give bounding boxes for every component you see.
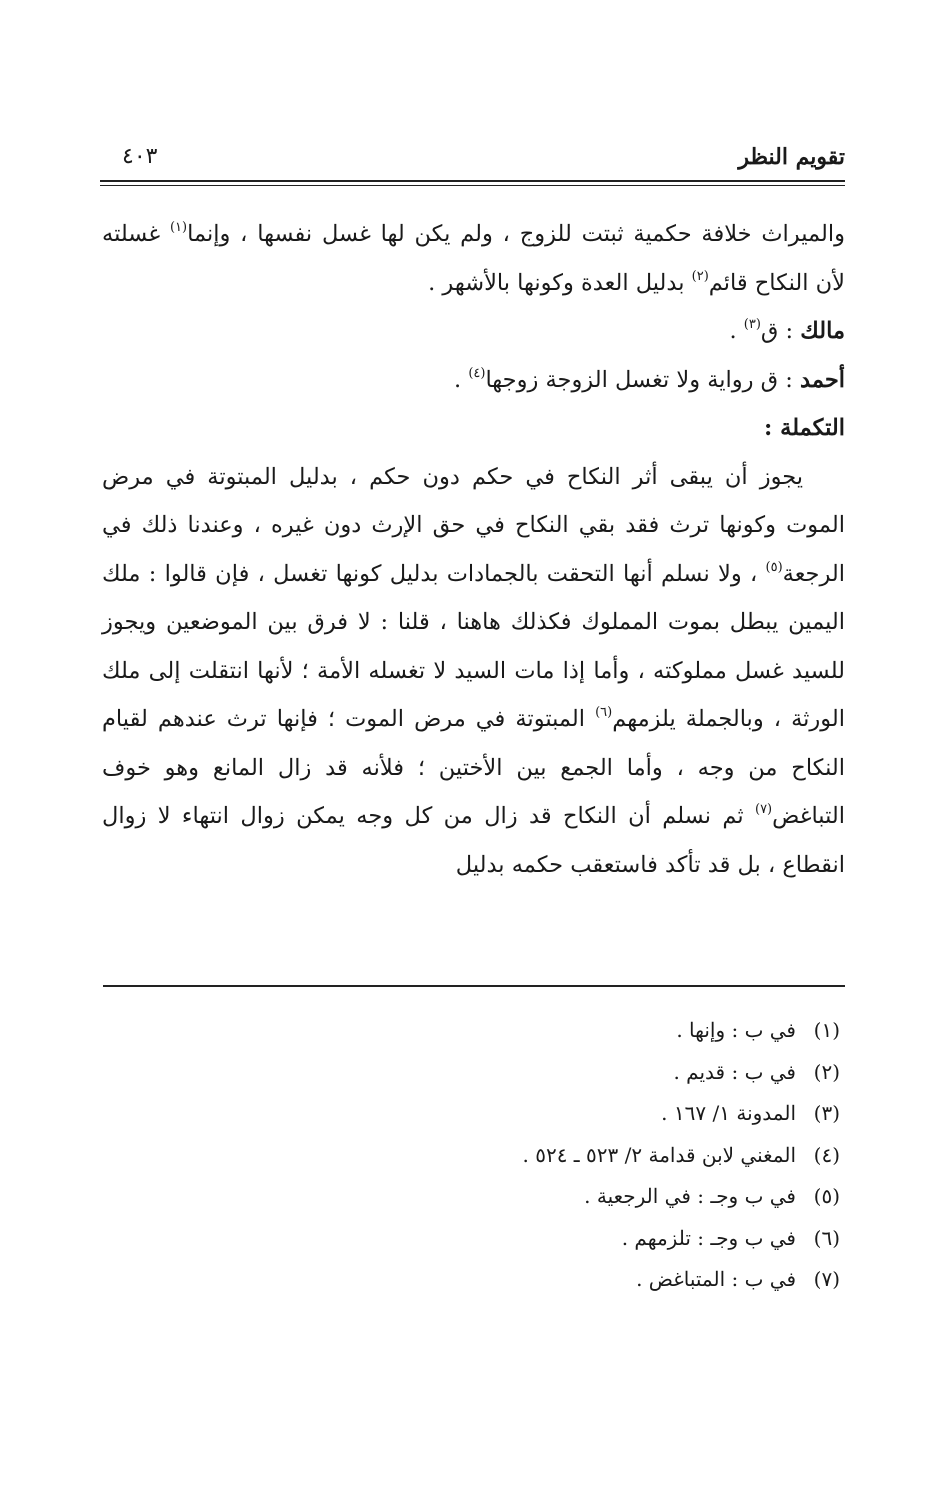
main-text [102,210,845,889]
footnote-number: (١) [813,1018,840,1042]
text-run: غسلته لأن النكاح قائم [102,221,845,296]
page-number: ٤٠٣ [122,144,158,169]
footnote [300,1135,840,1177]
footnote-ref: (٥) [765,559,783,575]
text-run: المبتوتة في مرض الموت ؛ فإنها ترث عندهم لقيام النكاح من وجه ، وأما الجمع بين الأختين ؛ فلأنه قد زال المانع وهو خوف التباغض [102,706,845,829]
text-run: والميراث خلافة حكمية ثبتت للزوج ، ولم يكن لها غسل نفسها ، وإنما [187,221,845,247]
footnote-number: (٤) [813,1142,840,1167]
text-run: : ق رواية ولا تغسل الزوجة زوجها [485,366,801,393]
takmila-label: التكملة : [764,415,845,441]
footnote-number: (٦) [813,1225,840,1250]
header-rule-thick [100,180,845,182]
footnote-text: في ب : المتباغض . [636,1267,796,1291]
footnote-ref: (٦) [595,705,613,720]
header-rule-thin [100,185,845,186]
malik-label: مالك [800,318,845,344]
ahmad-label: أحمد [800,366,845,393]
text-run: بدليل العدة وكونها بالأشهر . [428,269,692,296]
footnote-number: (٧) [813,1267,840,1291]
footnote [300,1093,840,1135]
footnotes [300,1010,840,1301]
footnote-text: في ب : قديم . [673,1059,796,1084]
footnote [300,1218,840,1260]
text-run: يجوز أن يبقى أثر النكاح في حكم دون حكم ، بدليل المبتوتة في مرض الموت وكونها ترث فقد بقي النكاح في حق الإرث دون غيره ، وعندنا ذلك في الرجعة [102,463,845,587]
running-title: تقويم النظر [738,144,845,170]
footnote-ref: (٤) [468,365,486,381]
footnote-number: (٣) [813,1101,840,1125]
paragraph-takmila [102,453,845,890]
footnote [300,1176,840,1218]
footnote-ref: (٢) [691,268,709,284]
footnote-text: المغني لابن قدامة ٢/ ٥٢٣ ـ ٥٢٤ . [522,1142,796,1167]
footnote-rule [103,985,845,987]
footnote [300,1259,840,1301]
text-run: ثم نسلم أن النكاح قد زال من كل وجه يمكن زوال انتهاء لا زوال انقطاع ، بل قد تأكد فاستعقب حكمه بدليل [102,803,845,878]
malik-opinion [102,307,845,356]
text-run: ، ولا نسلم أنها التحقت بالجمادات بدليل كونها تغسل ، فإن قالوا : ملك اليمين يبطل بموت المملوك فكذلك هاهنا ، قلنا : لا فرق بين الموضعين ويجوز للسيد غسل مملوكته ، وأما إذا مات السيد لا تغسله الأمة ؛ لأنها انتقلت إلى ملك الورثة ، وبالجملة يلزمهم [102,560,845,732]
footnote-number: (٥) [813,1184,840,1208]
text-run: . [454,366,469,393]
footnote-number: (٢) [813,1059,840,1084]
footnote-ref: (٧) [754,802,773,817]
ahmad-opinion [102,356,845,405]
takmila-heading [102,404,845,453]
text-run: : ق [760,318,801,344]
footnote [300,1010,840,1052]
footnote [300,1052,840,1094]
footnote-text: المدونة ١/ ١٦٧ . [661,1101,796,1125]
running-header [100,140,845,174]
paragraph-inheritance [102,210,845,307]
footnote-text: في ب وجـ : تلزمهم . [621,1225,796,1250]
footnote-ref: (١) [169,220,188,235]
footnote-ref: (٣) [743,317,761,332]
footnote-text: في ب وجـ : في الرجعية . [584,1184,796,1208]
text-run: . [729,318,744,344]
footnote-text: في ب : وإنها . [676,1018,796,1042]
